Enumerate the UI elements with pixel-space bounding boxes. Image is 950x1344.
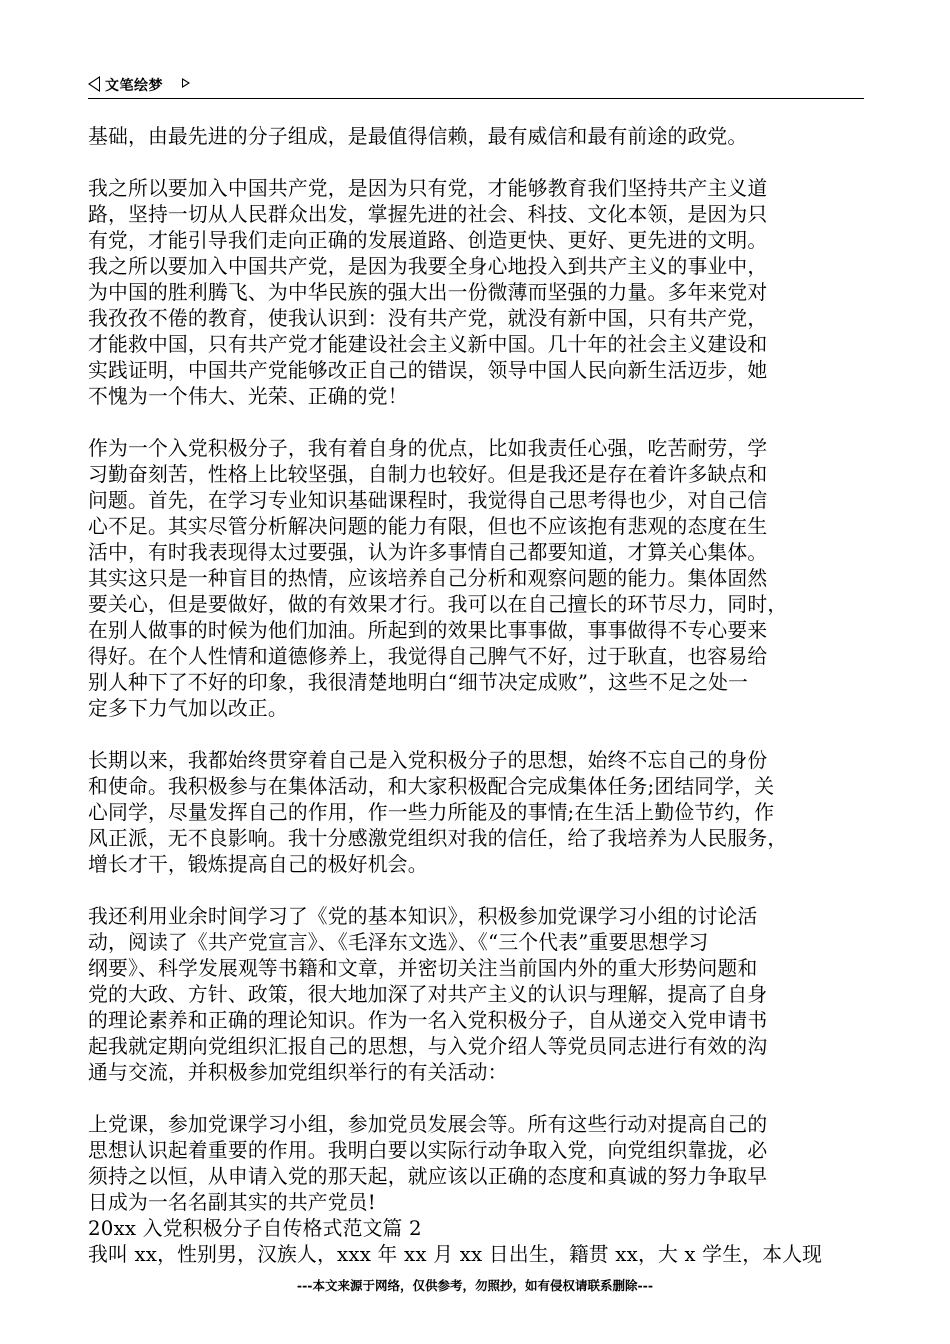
paragraph-3: 作为一个入党积极分子，我有着自身的优点，比如我责任心强，吃苦耐劳，学 习勤奋刻苦，性格上比较坚强，自制力也较好。但是我还是存在着许多缺点和 问题。首先，在学习专业知识基础课程时，我觉得自己思考得也少，对自己信 心不足。其实尽管分析解决问题的能力有限，但也不应该抱有悲观的态度在生 活中，有时我表现得太过要强，认为许多事情自己都要知道，才算关心集体。 其实这只是一种盲目的热情，应该培养自己分析和观察问题的能力。集体固然 要关心，但是要做好，做的有效果才行。我可以在自己擅长的环节尽力，同时， 在别人做事的时候为他们加油。所起到的效果比事事做，事事做得不专心要来 得好。在个人性情和道德修养上，我觉得自己脾气不好，过于耿直，也容易给 别人种下了不好的印象，我很清楚地明白“细节决定成败”，这些不足之处一 定多下力气加以改正。 [88,437,788,720]
document-body [88,124,868,1268]
page-header [88,74,864,99]
paragraph-5: 我还利用业余时间学习了《党的基本知识》，积极参加党课学习小组的讨论活 动，阅读了《共产党宣言》、《毛泽东文选》、《“三个代表”重要思想学习 纲要》、科学发展观等书籍和文章，并密切关注当前国内外的重大形势问题和 党的大政、方针、政策，很大地加深了对共产主义的认识与理解，提高了自身 的理论素养和正确的理论知识。作为一名入党积极分子，自从递交入党申请书 起我就定期向党组织汇报自己的思想，与入党介绍人等党员同志进行有效的沟 通与交流，并积极参加党组织举行的有关活动： [88,905,768,1084]
footer-notice: ---本文来源于网络，仅供参考，勿照抄，如有侵权请联系删除--- [296,1278,654,1293]
section-heading: 20xx 入党积极分子自传格式范文篇 2 [88,1217,422,1240]
paragraph-6: 上党课，参加党课学习小组，参加党员发展会等。所有这些行动对提高自己的 思想认识起着重要的作用。我明白要以实际行动争取入党，向党组织靠拢，必 须持之以恒，从申请入党的那天起，就应该以正确的态度和真诚的努力争取早 日成为一名名副其实的共产党员! [88,1113,768,1214]
paragraph-1: 基础，由最先进的分子组成，是最值得信赖，最有威信和最有前途的政党。 [88,125,748,148]
paragraph-4: 长期以来，我都始终贯穿着自己是入党积极分子的思想，始终不忘自己的身份 和使命。我积极参与在集体活动，和大家积极配合完成集体任务;团结同学，关 心同学，尽量发挥自己的作用，作一些力所能及的事情;在生活上勤俭节约，作 风正派，无不良影响。我十分感激党组织对我的信任，给了我培养为人民服务， 增长才干，锻炼提高自己的极好机会。 [88,749,788,876]
paragraph-2: 我之所以要加入中国共产党，是因为只有党，才能够教育我们坚持共产主义道 路，坚持一切从人民群众出发，掌握先进的社会、科技、文化本领，是因为只 有党，才能引导我们走向正确的发展道路、创造更快、更好、更先进的文明。 我之所以要加入中国共产党，是因为我要全身心地投入到共产主义的事业中， 为中国的胜利腾飞、为中华民族的强大出一份微薄而坚强的力量。多年来党对 我孜孜不倦的教育，使我认识到：没有共产党，就没有新中国，只有共产党， 才能救中国，只有共产党才能建设社会主义新中国。几十年的社会主义建设和 实践证明，中国共产党能够改正自己的错误，领导中国人民向新生活迈步，她 不愧为一个伟大、光荣、正确的党！ [88,177,768,408]
triangle-left-icon [88,76,100,92]
brand-label: 文笔绘梦 [105,78,163,94]
triangle-right-icon [182,78,190,88]
paragraph-7: 我叫 xx，性别男，汉族人，xxx 年 xx 月 xx 日出生，籍贯 xx，大 x 学生，本人现 [88,1243,823,1266]
